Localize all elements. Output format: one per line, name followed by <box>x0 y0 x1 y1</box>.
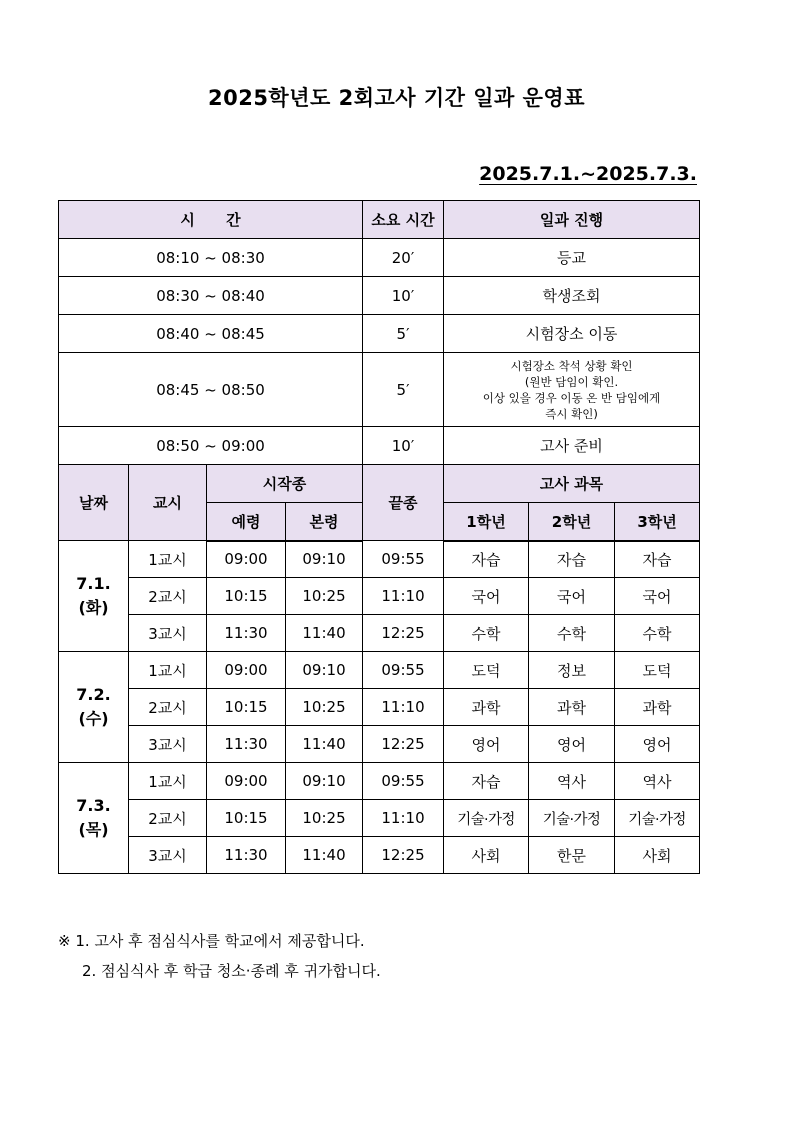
main-bell-cell: 11:40 <box>286 726 363 763</box>
grade2-subject: 국어 <box>529 578 615 615</box>
date-header: 날짜 <box>59 465 129 541</box>
main-bell-cell: 11:40 <box>286 837 363 874</box>
grade1-subject: 영어 <box>444 726 529 763</box>
note-item <box>58 926 381 956</box>
main-bell-cell: 09:10 <box>286 541 363 578</box>
end-bell-cell: 12:25 <box>363 615 444 652</box>
activity-line: 이상 있을 경우 이동 온 반 담임에게 <box>482 390 661 405</box>
grade1-header: 1학년 <box>444 503 529 541</box>
main-bell-cell: 10:25 <box>286 689 363 726</box>
notes <box>58 926 381 986</box>
time-cell: 08:10 ~ 08:30 <box>59 239 363 277</box>
date-cell <box>59 763 129 874</box>
grade2-subject: 역사 <box>529 763 615 800</box>
schedule-header-row <box>59 201 700 239</box>
duration-cell: 10′ <box>363 427 444 465</box>
pre-bell-cell: 10:15 <box>207 689 286 726</box>
pre-bell-header: 예령 <box>207 503 286 541</box>
end-bell-cell: 09:55 <box>363 763 444 800</box>
time-cell: 08:30 ~ 08:40 <box>59 277 363 315</box>
duration-cell: 5′ <box>363 353 444 427</box>
period-cell: 1교시 <box>129 763 207 800</box>
grade2-subject: 정보 <box>529 652 615 689</box>
date-label: 7.1. <box>76 574 111 593</box>
start-bell-header: 시작종 <box>207 465 363 503</box>
exam-row <box>59 689 700 726</box>
weekday-label: (수) <box>78 709 109 728</box>
period-cell: 2교시 <box>129 800 207 837</box>
grade1-subject: 자습 <box>444 763 529 800</box>
time-header: 시 간 <box>59 201 363 239</box>
period-header: 교시 <box>129 465 207 541</box>
grade3-header: 3학년 <box>615 503 700 541</box>
activity-cell: 학생조회 <box>444 277 700 315</box>
grade1-subject: 자습 <box>444 541 529 578</box>
exam-row <box>59 578 700 615</box>
grade3-subject: 수학 <box>615 615 700 652</box>
duration-header: 소요 시간 <box>363 201 444 239</box>
exam-row <box>59 652 700 689</box>
note-text: 2. 점심식사 후 학급 청소·종례 후 귀가합니다. <box>82 962 381 980</box>
main-bell-cell: 10:25 <box>286 578 363 615</box>
pre-bell-cell: 11:30 <box>207 726 286 763</box>
grade3-subject: 도덕 <box>615 652 700 689</box>
note-mark: ※ <box>58 932 71 950</box>
period-cell: 2교시 <box>129 578 207 615</box>
schedule-row <box>59 427 700 465</box>
date-cell <box>59 541 129 652</box>
exam-row <box>59 800 700 837</box>
exam-period: 2025.7.1.~2025.7.3. <box>479 163 697 185</box>
note-text: 1. 고사 후 점심식사를 학교에서 제공합니다. <box>75 932 365 950</box>
grade1-subject: 수학 <box>444 615 529 652</box>
note-item <box>58 956 381 986</box>
grade3-subject: 역사 <box>615 763 700 800</box>
activity-line: 즉시 확인) <box>545 406 598 421</box>
pre-bell-cell: 10:15 <box>207 578 286 615</box>
grade1-subject: 사회 <box>444 837 529 874</box>
period-cell: 3교시 <box>129 837 207 874</box>
activity-cell: 시험장소 이동 <box>444 315 700 353</box>
activity-cell: 고사 준비 <box>444 427 700 465</box>
schedule-table <box>58 200 700 874</box>
duration-cell: 20′ <box>363 239 444 277</box>
grade2-subject: 자습 <box>529 541 615 578</box>
weekday-label: (목) <box>78 820 109 839</box>
main-bell-header: 본령 <box>286 503 363 541</box>
grade1-subject: 국어 <box>444 578 529 615</box>
exam-row <box>59 541 700 578</box>
end-bell-cell: 12:25 <box>363 837 444 874</box>
schedule-row <box>59 277 700 315</box>
time-cell: 08:50 ~ 09:00 <box>59 427 363 465</box>
grade2-subject: 기술·가정 <box>529 800 615 837</box>
end-bell-cell: 09:55 <box>363 652 444 689</box>
period-cell: 3교시 <box>129 726 207 763</box>
grade3-subject: 과학 <box>615 689 700 726</box>
exam-row <box>59 763 700 800</box>
grade2-subject: 과학 <box>529 689 615 726</box>
period-cell: 2교시 <box>129 689 207 726</box>
pre-bell-cell: 09:00 <box>207 541 286 578</box>
pre-bell-cell: 09:00 <box>207 652 286 689</box>
pre-bell-cell: 09:00 <box>207 763 286 800</box>
exam-row <box>59 726 700 763</box>
time-cell: 08:45 ~ 08:50 <box>59 353 363 427</box>
end-bell-header: 끝종 <box>363 465 444 541</box>
period-cell: 3교시 <box>129 615 207 652</box>
grade2-header: 2학년 <box>529 503 615 541</box>
activity-line: (원반 담임이 확인. <box>524 374 619 389</box>
subjects-header: 고사 과목 <box>444 465 700 503</box>
weekday-label: (화) <box>78 598 109 617</box>
grade3-subject: 영어 <box>615 726 700 763</box>
end-bell-cell: 11:10 <box>363 800 444 837</box>
exam-row <box>59 615 700 652</box>
duration-cell: 5′ <box>363 315 444 353</box>
schedule-row <box>59 353 700 427</box>
grade2-subject: 수학 <box>529 615 615 652</box>
pre-bell-cell: 11:30 <box>207 837 286 874</box>
end-bell-cell: 11:10 <box>363 689 444 726</box>
duration-cell: 10′ <box>363 277 444 315</box>
end-bell-cell: 09:55 <box>363 541 444 578</box>
grade3-subject: 자습 <box>615 541 700 578</box>
activity-header: 일과 진행 <box>444 201 700 239</box>
period-cell: 1교시 <box>129 541 207 578</box>
grade3-subject: 국어 <box>615 578 700 615</box>
grade3-subject: 사회 <box>615 837 700 874</box>
page-title: 2025학년도 2회고사 기간 일과 운영표 <box>207 86 586 110</box>
activity-cell: 등교 <box>444 239 700 277</box>
grade3-subject: 기술·가정 <box>615 800 700 837</box>
date-label: 7.3. <box>76 796 111 815</box>
schedule-row <box>59 315 700 353</box>
exam-row <box>59 837 700 874</box>
activity-line: 시험장소 착석 상황 확인 <box>510 358 633 373</box>
main-bell-cell: 09:10 <box>286 763 363 800</box>
main-bell-cell: 11:40 <box>286 615 363 652</box>
period-cell: 1교시 <box>129 652 207 689</box>
activity-cell <box>444 353 700 427</box>
date-label: 7.2. <box>76 685 111 704</box>
grade1-subject: 기술·가정 <box>444 800 529 837</box>
grade1-subject: 과학 <box>444 689 529 726</box>
pre-bell-cell: 10:15 <box>207 800 286 837</box>
main-bell-cell: 09:10 <box>286 652 363 689</box>
exam-header-row <box>59 465 700 503</box>
pre-bell-cell: 11:30 <box>207 615 286 652</box>
time-cell: 08:40 ~ 08:45 <box>59 315 363 353</box>
end-bell-cell: 12:25 <box>363 726 444 763</box>
main-bell-cell: 10:25 <box>286 800 363 837</box>
schedule-row <box>59 239 700 277</box>
grade2-subject: 한문 <box>529 837 615 874</box>
grade2-subject: 영어 <box>529 726 615 763</box>
end-bell-cell: 11:10 <box>363 578 444 615</box>
grade1-subject: 도덕 <box>444 652 529 689</box>
date-cell <box>59 652 129 763</box>
